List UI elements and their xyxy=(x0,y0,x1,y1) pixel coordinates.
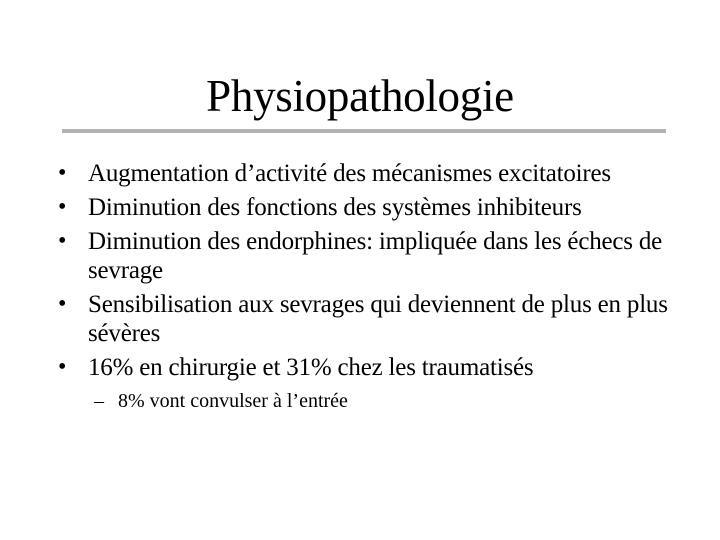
sub-bullet-item xyxy=(0,388,720,414)
bullet-text: Diminution des fonctions des systèmes inhibiteurs xyxy=(88,194,582,221)
bullet-text: 16% en chirurgie et 31% chez les traumatisés xyxy=(88,354,534,381)
bullet-item xyxy=(0,159,688,188)
sub-bullet-marker: – xyxy=(94,390,104,412)
slide-title: Physiopathologie xyxy=(206,71,514,121)
bullet-text: Sensibilisation aux sevrages qui deviennent de plus en plus sévères xyxy=(88,291,668,347)
bullet-item xyxy=(0,193,688,222)
bullet-marker: • xyxy=(58,160,67,186)
bullet-text: Diminution des endorphines: impliquée dans les échecs de sevrage xyxy=(88,228,663,284)
bullet-marker: • xyxy=(58,194,67,220)
bullet-marker: • xyxy=(58,228,67,254)
sub-bullet-text: 8% vont convulser à l’entrée xyxy=(118,390,348,412)
bullet-item xyxy=(0,290,688,348)
bullet-item xyxy=(0,353,688,382)
bullet-item xyxy=(0,227,688,285)
bullet-marker: • xyxy=(58,291,67,317)
bullet-list xyxy=(0,159,720,414)
title-divider xyxy=(62,129,666,133)
bullet-marker: • xyxy=(58,354,67,380)
bullet-text: Augmentation d’activité des mécanismes excitatoires xyxy=(88,160,611,187)
